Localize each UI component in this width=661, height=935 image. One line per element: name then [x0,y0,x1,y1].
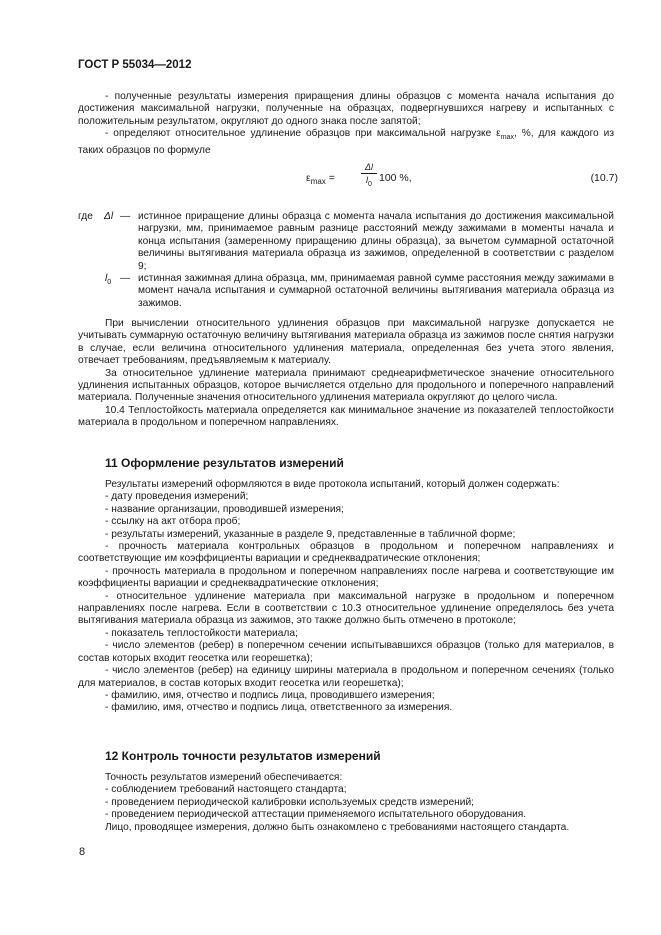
where-item [78,273,614,310]
where-symbol-sub: 0 [107,279,112,287]
where-symbol-text: l [105,273,108,285]
formula-den-symbol: l [366,175,369,185]
formula-number: (10.7) [590,172,618,184]
intro-paragraph-2 [78,128,614,157]
list-item: - проведением периодической калибровки используемых средств измерений; [105,796,475,808]
list-item: - показатель теплостойкости материала; [105,627,298,639]
where-list [78,211,614,310]
list-item: - название организации, проводившей измерения; [105,503,344,515]
where-dash: — [120,273,131,285]
formula-lhs [306,172,335,186]
formula-lhs-sub: max [310,177,326,187]
list-item: - дату проведения измерений; [105,491,249,503]
formula-equals: = [328,172,335,184]
section-12-heading: 12 Контроль точности результатов измерений [105,749,381,763]
section-12-body [78,772,614,834]
formula-rest: 100 %, [379,172,412,184]
document-header: ГОСТ Р 55034—2012 [78,59,192,71]
where-dash: — [120,211,131,222]
where-definition: истинная зажимная длина образца, мм, принимаемая равной сумме расстояния между зажимами в момент начала испытания и суммарной остаточной величины вытягивания материала образца из зажимов. [138,273,614,309]
paragraph: При вычислении относительного удлинения образцов при максимальной нагрузке допускается не учитывать суммарную остаточную величину вытягивания материала образца из зажимов после снятия нагрузки в случае, если величина относительного удлинения материала, определенная без учета этого явления, отвечает требованиям, предъявляемым к материалу. [78,318,614,367]
list-item: - число элементов (ребер) в поперечном сечении испытывавшихся образцов (только для материалов, в состав которых входит геосетка или георешетка); [78,640,614,664]
list-item: - фамилию, имя, отчество и подпись лица, проводившего измерения; [105,689,435,701]
intro-sub: max [500,134,514,142]
paragraph: Лицо, проводящее измерения, должно быть ознакомлено с требованиями настоящего стандарта. [105,821,570,833]
paragraph: Результаты измерений оформляются в виде протокола испытаний, который должен содержать: [105,479,560,490]
paragraph: Точность результатов измерений обеспечивается: [105,772,343,783]
list-item: - фамилию, имя, отчество и подпись лица, ответственного за измерения. [105,702,453,714]
list-item: - относительное удлинение материала при максимальной нагрузке в продольном и поперечном направлениях после нагрева. Если в соответствии с 10.3 относительное удлинение определялось без учета вытягивания материала образца из зажимов, это также должно быть отмечено в протоколе; [78,590,614,627]
formula-fraction [361,162,377,191]
where-lead: где [78,211,93,222]
where-symbol [105,273,111,289]
where-definition: истинное приращение длины образца с момента начала испытания до достижения максимальной нагрузки, мм, принимаемое равным разнице расстояний между зажимами в моменты начала и конца испытания (замеренному приращению длины образца), за вычетом суммарной остаточной величины вытягивания материала образца из зажимов, определенной в соответствии с разделом 9; [138,211,614,272]
list-item: - результаты измерений, указанные в разделе 9, представленные в табличной форме; [105,528,516,540]
section-11-heading: 11 Оформление результатов измерений [105,456,344,470]
list-item: - прочность материала контрольных образцов в продольном и поперечном направлениях и соответствующие им коэффициенты вариации и среднеквадратические отклонения; [78,541,614,565]
list-item: - число элементов (ребер) на единицу ширины материала в продольном и поперечном сечениях (только для материалов, в состав которых входит геосетка или георешетка); [78,665,614,689]
section-11-body [78,479,614,715]
intro-text-b: , %, для каждого из таких образцов по формуле [78,128,614,156]
formula-denominator [361,174,377,191]
list-item: - ссылку на акт отбора проб; [105,516,241,528]
list-item: - прочность материала в продольном и поперечном направлениях после нагрева и соответствующие им коэффициенты вариации и среднеквадратические отклонения; [78,565,614,590]
formula-den-sub: 0 [368,180,372,188]
formula-10-7 [300,162,618,198]
where-symbol: Δl [104,211,114,222]
list-item: - проведением периодической аттестации применяемого испытательного оборудования. [105,809,527,821]
paragraph: 10.4 Теплостойкость материала определяется как минимальное значение из показателей теплостойкости материала в продольном и поперечном направлениях. [78,404,614,429]
intro-block [78,91,614,157]
list-item: - соблюдением требований настоящего стандарта; [105,784,347,796]
paragraph: За относительное удлинение материала принимают среднеарифметическое значение относительного удлинения испытанных образцов, которое вычисляется отдельно для продольного и поперечного направлений материала. Полученные значения относительного удлинения материала округляют до целого числа. [78,367,614,404]
intro-paragraph-1: - полученные результаты измерения приращения длины образцов с момента начала испытания до достижения максимальной нагрузки, полученные на образцах, подвергнувшихся нагреву и испытанных с положительным результатом, округляют до одного знака после запятой; [78,91,614,127]
after-where-block [78,318,614,430]
formula-numerator: Δl [361,162,377,174]
where-item [78,211,614,273]
intro-text-a: - определяют относительное удлинение образцов при максимальной нагрузке ε [105,128,501,140]
formula-epsilon: ε [306,172,311,184]
page-number: 8 [79,846,86,858]
